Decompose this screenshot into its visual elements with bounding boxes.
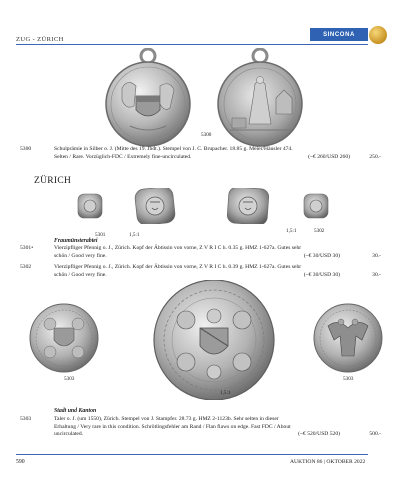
lot-price: 30.-	[372, 271, 381, 278]
lot-number: 5301•	[20, 245, 34, 251]
lot-description-line: uncirculated.	[54, 431, 84, 437]
lot-price: 500.-	[369, 431, 381, 437]
lot-description-line: Selten / Rare. Vorzüglich-FDC / Extremely fine-uncirculated.	[54, 153, 192, 160]
section-title: ZÜRICH	[34, 176, 72, 186]
subsection-title: Stadt und Kanton	[54, 408, 97, 414]
lot-price: 30.-	[372, 252, 381, 259]
page-number: 590	[16, 459, 25, 465]
lot-estimate: (~€ 30/USD 30)	[303, 252, 340, 259]
lot-description-line: schön / Good very fine.	[54, 252, 107, 259]
footer-divider	[16, 454, 368, 455]
image-label-5303-right: 5303	[343, 376, 354, 382]
lot-description-line: schön / Good very fine.	[54, 271, 107, 278]
page-header-title: ZUG - ZÜRICH	[16, 36, 64, 43]
image-label-5302: 5302	[314, 228, 325, 234]
lot-number: 5300	[20, 146, 32, 152]
lot-description-line: Taler o. J. (um 1550), Zürich. Stempel von J. Stampfer. 28.73 g. HMZ 2-1123b. Sehr selten in dieser	[54, 416, 279, 422]
subsection-title: Fraumünsterabtei	[54, 238, 98, 244]
scale-label-5303: 1,5:1	[220, 390, 231, 396]
lot-price: 250.-	[369, 153, 381, 160]
lot-description-line: Erhaltung / Very rare in this condition. Schrötlingsfehler am Rand / Flan flaws on edge. Fast FDC / About	[54, 423, 291, 430]
pfennig-coins-image	[76, 188, 366, 224]
lot-number: 5302	[20, 264, 32, 270]
image-label-5301: 5301	[95, 232, 106, 238]
sincona-logo	[310, 28, 368, 41]
lot-description-line: Vierzipfliger Pfennig o. J., Zürich. Kopf der Äbtissin von vorne, Z V R I C h. 0.39 g. HMZ 1-627a. Gutes sehr	[54, 264, 302, 270]
lot-estimate: (~€ 520/USD 520)	[298, 431, 340, 437]
auction-info: AUKTION 86 | OKTOBER 2022	[290, 459, 366, 465]
lot-number: 5303	[20, 416, 32, 422]
logo-text: SINCONA	[323, 31, 355, 38]
scale-label-5302: 1,5:1	[286, 228, 297, 234]
lot-estimate: (~€ 30/USD 30)	[303, 271, 340, 278]
image-label-5300: 5300	[201, 132, 212, 138]
image-label-5303-left: 5303	[64, 376, 75, 382]
header-divider	[16, 44, 368, 45]
lot-estimate: (~€ 260/USD 260)	[308, 153, 350, 160]
scale-label-5301: 1,5:1	[129, 232, 140, 238]
gold-coin-logo-icon	[369, 26, 387, 44]
lot-description-line: Vierzipfliger Pfennig o. J., Zürich. Kopf der Äbtissin von vorne, Z V R I C h. 0.35 g. HMZ 1-627a. Gutes sehr	[54, 245, 302, 251]
taler-5303-image	[28, 280, 388, 400]
lot-description-line: Schulprämie in Silber o. J. (Mitte des 19. Jhdt.). Stempel von J. C. Brupacher. 18.85 g. Meier/Häusler 474.	[54, 146, 293, 152]
